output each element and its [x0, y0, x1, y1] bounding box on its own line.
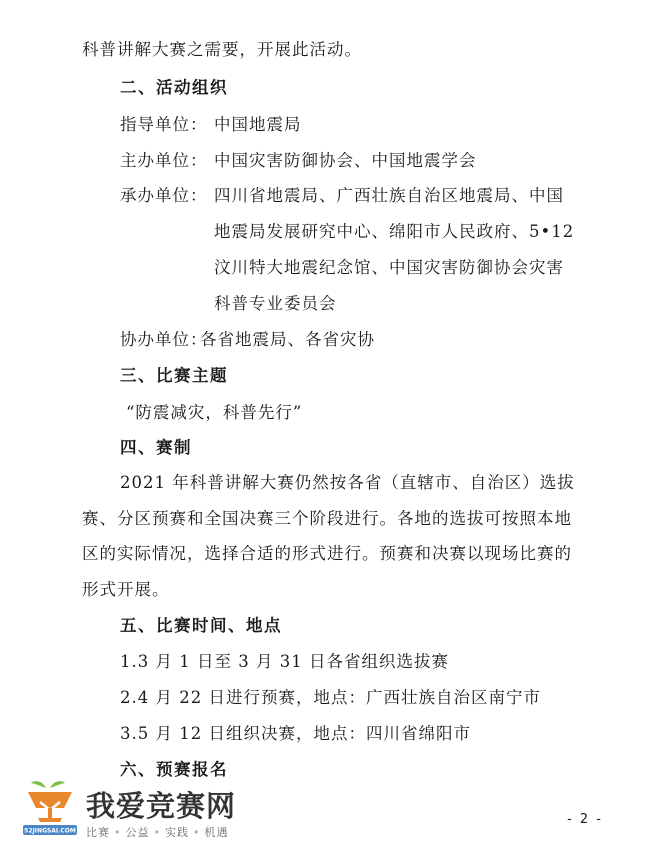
schedule-item: 1.3 月 1 日至 3 月 31 日各省组织选拔赛: [120, 652, 449, 671]
organizer-unit-label: 承办单位：: [120, 186, 208, 205]
guide-unit-value: 中国地震局: [214, 115, 302, 134]
site-watermark: [22, 778, 262, 844]
guide-unit-row: [120, 114, 302, 136]
competition-theme: “防震减灾，科普先行”: [126, 403, 303, 422]
format-paragraph-line: 形式开展。: [82, 580, 170, 599]
format-paragraph-line: 2021 年科普讲解大赛仍然按各省（直辖市、自治区）选拔: [120, 473, 575, 492]
slogan-word: 比赛: [86, 826, 110, 839]
intro-tail-line: 科普讲解大赛之需要，开展此活动。: [82, 40, 362, 59]
organizer-unit-line: 四川省地震局、广西壮族自治区地震局、中国: [214, 186, 564, 205]
section-heading-registration: 六、预赛报名: [120, 760, 228, 779]
slogan-word: 公益: [125, 826, 150, 839]
section-heading-schedule: 五、比赛时间、地点: [120, 616, 282, 635]
trophy-logo-icon: [22, 778, 78, 840]
slogan-word: 机遇: [204, 826, 229, 839]
schedule-item: 3.5 月 12 日组织决赛，地点：四川省绵阳市: [120, 724, 471, 743]
schedule-item: 2.4 月 22 日进行预赛，地点：广西壮族自治区南宁市: [120, 688, 541, 707]
watermark-domain: 52JINGSAI.COM: [24, 827, 76, 835]
co-organizer-unit-label: 协办单位：: [120, 330, 208, 349]
organizer-unit-line: 汶川特大地震纪念馆、中国灾害防御协会灾害: [214, 258, 564, 277]
watermark-slogan: 比赛 • 公益 • 实践 • 机遇: [86, 826, 229, 839]
format-paragraph-line: 区的实际情况，选择合适的形式进行。预赛和决赛以现场比赛的: [82, 544, 572, 563]
format-paragraph-line: 赛、分区预赛和全国决赛三个阶段进行。各地的选拔可按照本地: [82, 509, 572, 528]
guide-unit-label: 指导单位：: [120, 115, 208, 134]
watermark-brand: 我爱竞赛网: [86, 789, 237, 823]
organizer-unit-line: 科普专业委员会: [214, 294, 337, 313]
co-organizer-unit-value: 各省地震局、各省灾协: [200, 330, 375, 349]
co-organizer-unit-row: [120, 329, 375, 351]
section-heading-theme: 三、比赛主题: [120, 366, 228, 385]
host-unit-label: 主办单位：: [120, 151, 208, 170]
page-number: - 2 -: [567, 812, 603, 827]
host-unit-row: [120, 150, 477, 172]
section-heading-organization: 二、活动组织: [120, 78, 228, 97]
slogan-word: 实践: [165, 826, 189, 839]
organizer-unit-row: [120, 185, 564, 207]
section-heading-format: 四、赛制: [120, 438, 192, 457]
host-unit-value: 中国灾害防御协会、中国地震学会: [214, 151, 477, 170]
organizer-unit-line: 地震局发展研究中心、绵阳市人民政府、5•12: [214, 222, 575, 241]
